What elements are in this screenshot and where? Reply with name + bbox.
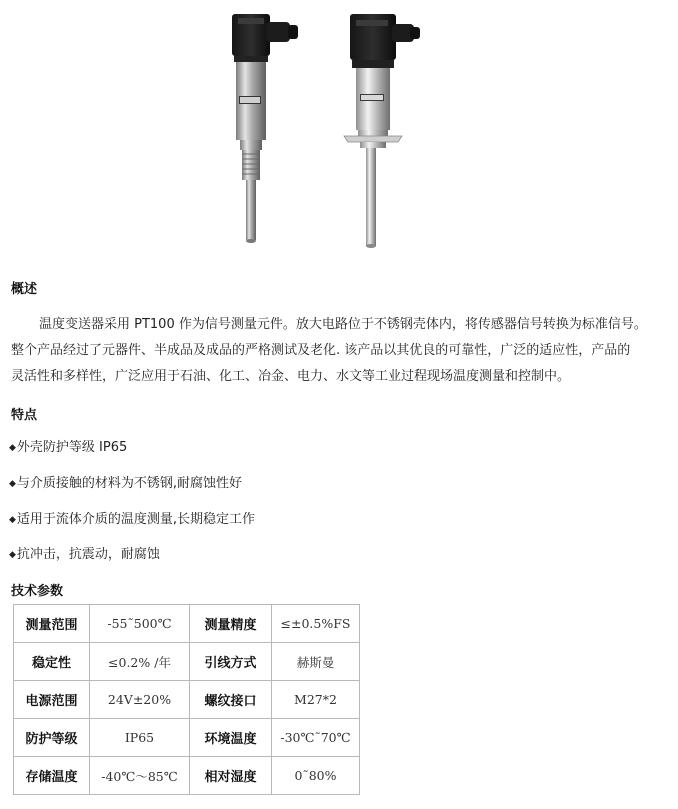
bullet-icon: ◆ — [9, 515, 16, 525]
intro-heading: 概述 — [11, 282, 38, 297]
intro-line-2: 整个产品经过了元器件、半成品及成品的严格测试及老化. 该产品以其优良的可靠性，广泛的适应性，产品的 — [11, 343, 631, 358]
spec-label: 电源范围 — [14, 681, 90, 719]
spec-label: 测量精度 — [190, 605, 272, 643]
spec-value: ≤0.2% /年 — [90, 643, 190, 681]
table-row — [14, 605, 360, 643]
intro-paragraph — [11, 312, 671, 390]
spec-label: 螺纹接口 — [190, 681, 272, 719]
specs-heading: 技术参数 — [11, 584, 64, 599]
features-heading: 特点 — [11, 408, 38, 423]
transmitter-left — [232, 14, 298, 243]
spec-value: 24V±20% — [90, 681, 190, 719]
intro-line-3: 灵活性和多样性，广泛应用于石油、化工、冶金、电力、水文等工业过程现场温度测量和控制中。 — [11, 369, 571, 384]
spec-value: -30℃˜70℃ — [272, 719, 360, 757]
spec-value: IP65 — [90, 719, 190, 757]
bullet-icon: ◆ — [9, 479, 16, 489]
intro-line-1: 温度变送器采用 PT100 作为信号测量元件。放大电路位于不锈钢壳体内，将传感器信号转换为标准信号。 — [39, 317, 647, 332]
feature-item — [9, 508, 255, 527]
table-row — [14, 643, 360, 681]
spec-label: 防护等级 — [14, 719, 90, 757]
spec-label: 相对湿度 — [190, 757, 272, 795]
table-row — [14, 719, 360, 757]
spec-value: 0˜80% — [272, 757, 360, 795]
spec-value: -40℃～85℃ — [90, 757, 190, 795]
product-photo — [0, 0, 678, 262]
feature-text: 外壳防护等级 IP65 — [16, 440, 128, 455]
feature-text: 适用于流体介质的温度测量,长期稳定工作 — [16, 512, 256, 527]
spec-table — [13, 604, 360, 795]
spec-value: 赫斯曼 — [272, 643, 360, 681]
table-row — [14, 757, 360, 795]
spec-value: ≤±0.5%FS — [272, 605, 360, 643]
transmitter-right — [344, 14, 420, 248]
feature-text: 抗冲击，抗震动，耐腐蚀 — [16, 547, 160, 562]
spec-value: M27*2 — [272, 681, 360, 719]
spec-label: 稳定性 — [14, 643, 90, 681]
spec-label: 引线方式 — [190, 643, 272, 681]
bullet-icon: ◆ — [9, 443, 16, 453]
bullet-icon: ◆ — [9, 550, 16, 560]
feature-text: 与介质接触的材料为不锈钢,耐腐蚀性好 — [16, 476, 243, 491]
table-row — [14, 681, 360, 719]
spec-label: 测量范围 — [14, 605, 90, 643]
spec-label: 存储温度 — [14, 757, 90, 795]
spec-value: -55˜500℃ — [90, 605, 190, 643]
spec-label: 环境温度 — [190, 719, 272, 757]
feature-item — [9, 436, 127, 455]
feature-item — [9, 472, 242, 491]
feature-item — [9, 543, 160, 562]
